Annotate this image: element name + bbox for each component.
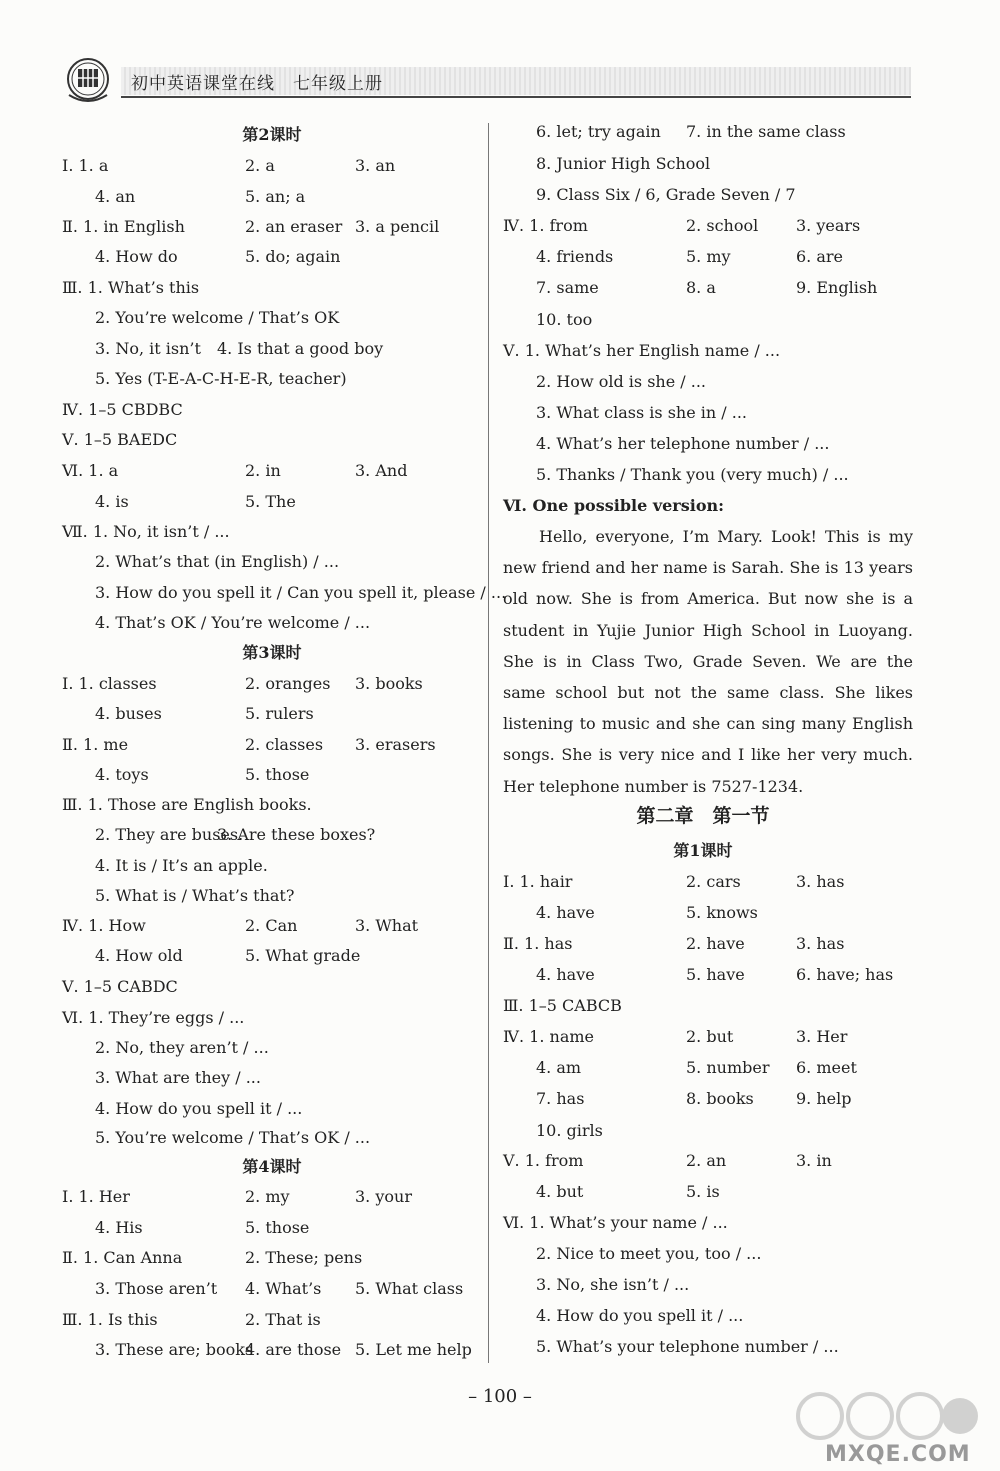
answer-item: 3. books (355, 674, 423, 693)
answer-item: 7. in the same class (686, 122, 846, 141)
answer-item: 2. have (686, 934, 745, 953)
answer-item: 3. No, she isn’t / ... (536, 1275, 690, 1294)
answer-item: 3. No, it isn’t (95, 339, 201, 358)
answer-item: 3. an (355, 156, 396, 175)
answer-item: 5. Yes (T-E-A-C-H-E-R, teacher) (95, 369, 347, 388)
essay-paragraph: Hello, everyone, I’m Mary. Look! This is my new friend and her name is Sarah. She is 13 years old now. She is from America. But now she is a student in Yujie Junior High School in Luoyang. She is in Class Two, Grade Seven. We are the same school but not the same class. She likes listening to music and she can sing many English songs. She is very nice and I like her very much. Her telephone number is 7527-1234. (503, 527, 913, 796)
answer-item: 3. What (355, 916, 419, 935)
answer-item: Ⅱ. 1. in English (62, 217, 185, 236)
answer-item: 4. His (95, 1218, 143, 1237)
answer-item: 4. It is / It’s an apple. (95, 856, 268, 875)
answer-item: 2. No, they aren’t / ... (95, 1038, 269, 1057)
answer-item: 3. And (355, 461, 408, 480)
answer-item: 4. buses (95, 704, 162, 723)
answer-item: 9. English (796, 278, 878, 297)
answer-item: 6. let; try again (536, 122, 661, 141)
answer-item: 3. How do you spell it / Can you spell it, please / ... (95, 583, 507, 602)
answer-item: 4. am (536, 1058, 582, 1077)
answer-item: Ⅰ. 1. classes (62, 674, 157, 693)
answer-item: 2. What’s that (in English) / ... (95, 552, 340, 571)
left-column (62, 0, 507, 1471)
answer-item: Ⅲ. 1. Is this (62, 1310, 158, 1329)
answer-item: 5. have (686, 965, 745, 984)
answer-item: 3. a pencil (355, 217, 440, 236)
answer-item: Ⅲ. 1. What’s this (62, 278, 200, 297)
answer-item: 4. How do you spell it / ... (95, 1099, 303, 1118)
page-number: – 100 – (468, 1386, 532, 1407)
answer-item: 5. You’re welcome / That’s OK / ... (95, 1128, 371, 1147)
answer-item: 4. Is that a good boy (217, 339, 384, 358)
answer-item: 2. How old is she / ... (536, 372, 707, 391)
answer-item: 5. an; a (245, 187, 306, 206)
answer-item: 2. classes (245, 735, 324, 754)
answer-item: 2. but (686, 1027, 734, 1046)
answer-item: 6. are (796, 247, 844, 266)
answer-item: 4. What’s (245, 1279, 322, 1298)
answer-item: 2. in (245, 461, 281, 480)
answer-item: 3. has (796, 872, 845, 891)
answer-item: 2. school (686, 216, 759, 235)
section-title: 第2课时 (242, 125, 302, 144)
right-column (503, 0, 923, 1471)
answer-item: Ⅴ. 1–5 BAEDC (62, 430, 178, 449)
answer-item: 2. That is (245, 1310, 321, 1329)
answer-item: 3. Her (796, 1027, 848, 1046)
header-title: 初中英语课堂在线 七年级上册 (131, 74, 383, 94)
answer-item: 5. is (686, 1182, 720, 1201)
answer-item: 7. same (536, 278, 599, 297)
answer-item: 8. books (686, 1089, 754, 1108)
answer-item: 9. Class Six / 6, Grade Seven / 7 (536, 185, 796, 204)
answer-item: 5. those (245, 1218, 310, 1237)
answer-item: 5. Let me help (355, 1340, 472, 1359)
answer-item: Ⅵ. 1. a (62, 461, 119, 480)
answer-item: 4. is (95, 492, 129, 511)
answer-item: Ⅵ. 1. They’re eggs / ... (62, 1008, 245, 1027)
answer-item: Ⅴ. 1. from (503, 1151, 584, 1170)
answer-item: 4. What’s her telephone number / ... (536, 434, 830, 453)
answer-item: 5. do; again (245, 247, 341, 266)
section-title: 第3课时 (242, 643, 302, 662)
answer-item: 5. my (686, 247, 731, 266)
answer-item: Ⅳ. 1. from (503, 216, 588, 235)
answer-item: Ⅶ. 1. No, it isn’t / ... (62, 522, 230, 541)
answer-item: 4. but (536, 1182, 584, 1201)
answer-item: Ⅱ. 1. me (62, 735, 129, 754)
answer-item: 2. cars (686, 872, 741, 891)
answer-item: 3. Are these boxes? (217, 825, 376, 844)
answer-item: 4. have (536, 965, 595, 984)
answer-item: 3. What class is she in / ... (536, 403, 748, 422)
answer-item: 8. Junior High School (536, 154, 711, 173)
answer-item: Ⅵ. One possible version: (503, 496, 725, 515)
answer-item: 4. How old (95, 946, 183, 965)
answer-item: 10. girls (536, 1121, 603, 1140)
answer-item: 5. What is / What’s that? (95, 886, 295, 905)
answer-item: Ⅳ. 1. name (503, 1027, 594, 1046)
answer-item: 2. You’re welcome / That’s OK (95, 308, 340, 327)
answer-item: 3. your (355, 1187, 412, 1206)
answer-item: 2. my (245, 1187, 290, 1206)
answer-item: Ⅰ. 1. a (62, 156, 109, 175)
answer-item: Ⅵ. 1. What’s your name / ... (503, 1213, 728, 1232)
answer-item: 2. They are buses. (95, 825, 244, 844)
answer-item: Ⅲ. 1. Those are English books. (62, 795, 312, 814)
answer-item: 5. What’s your telephone number / ... (536, 1337, 839, 1356)
answer-item: 6. meet (796, 1058, 857, 1077)
answer-item: 4. How do (95, 247, 178, 266)
answer-item: 2. Can (245, 916, 298, 935)
answer-item: 5. What grade (245, 946, 361, 965)
section-title: 第4课时 (242, 1157, 302, 1176)
chapter-title: 第二章 第一节 (636, 805, 770, 827)
answer-item: 2. an (686, 1151, 727, 1170)
answer-item: 5. rulers (245, 704, 314, 723)
answer-item: Ⅰ. 1. Her (62, 1187, 130, 1206)
answer-item: 3. Those aren’t (95, 1279, 218, 1298)
answer-item: 8. a (686, 278, 716, 297)
answer-item: 2. an eraser (245, 217, 343, 236)
answer-item: Ⅴ. 1. What’s her English name / ... (503, 341, 781, 360)
answer-item: 5. The (245, 492, 296, 511)
answer-item: 4. an (95, 187, 136, 206)
answer-item: 7. has (536, 1089, 585, 1108)
answer-item: 3. in (796, 1151, 832, 1170)
answer-item: 2. These; pens (245, 1248, 363, 1267)
answer-item: 5. knows (686, 903, 758, 922)
answer-item: 4. are those (245, 1340, 342, 1359)
answer-item: 3. erasers (355, 735, 436, 754)
answer-item: Ⅴ. 1–5 CABDC (62, 977, 178, 996)
answer-item: 3. What are they / ... (95, 1068, 261, 1087)
answer-item: Ⅱ. 1. has (503, 934, 573, 953)
answer-item: 4. That’s OK / You’re welcome / ... (95, 613, 371, 632)
answer-item: Ⅲ. 1–5 CABCB (503, 996, 622, 1015)
answer-item: 4. toys (95, 765, 149, 784)
answer-item: 2. oranges (245, 674, 331, 693)
watermark-text: MXQE.COM (825, 1442, 971, 1467)
section-title: 第1课时 (673, 841, 733, 860)
answer-item: 5. What class (355, 1279, 464, 1298)
answer-item: 4. friends (536, 247, 614, 266)
answer-item: 5. those (245, 765, 310, 784)
answer-item: 9. help (796, 1089, 852, 1108)
answer-item: 5. Thanks / Thank you (very much) / ... (536, 465, 849, 484)
answer-item: Ⅳ. 1–5 CBDBC (62, 400, 183, 419)
answer-item: 3. These are; books (95, 1340, 254, 1359)
answer-item: 3. has (796, 934, 845, 953)
answer-item: Ⅱ. 1. Can Anna (62, 1248, 183, 1267)
answer-item: 5. number (686, 1058, 770, 1077)
answer-item: 2. Nice to meet you, too / ... (536, 1244, 762, 1263)
answer-item: 4. have (536, 903, 595, 922)
answer-item: 10. too (536, 310, 593, 329)
answer-item: 6. have; has (796, 965, 894, 984)
answer-item: 3. years (796, 216, 861, 235)
answer-item: Ⅰ. 1. hair (503, 872, 573, 891)
answer-item: 2. a (245, 156, 275, 175)
answer-item: Ⅳ. 1. How (62, 916, 146, 935)
answer-item: 4. How do you spell it / ... (536, 1306, 744, 1325)
